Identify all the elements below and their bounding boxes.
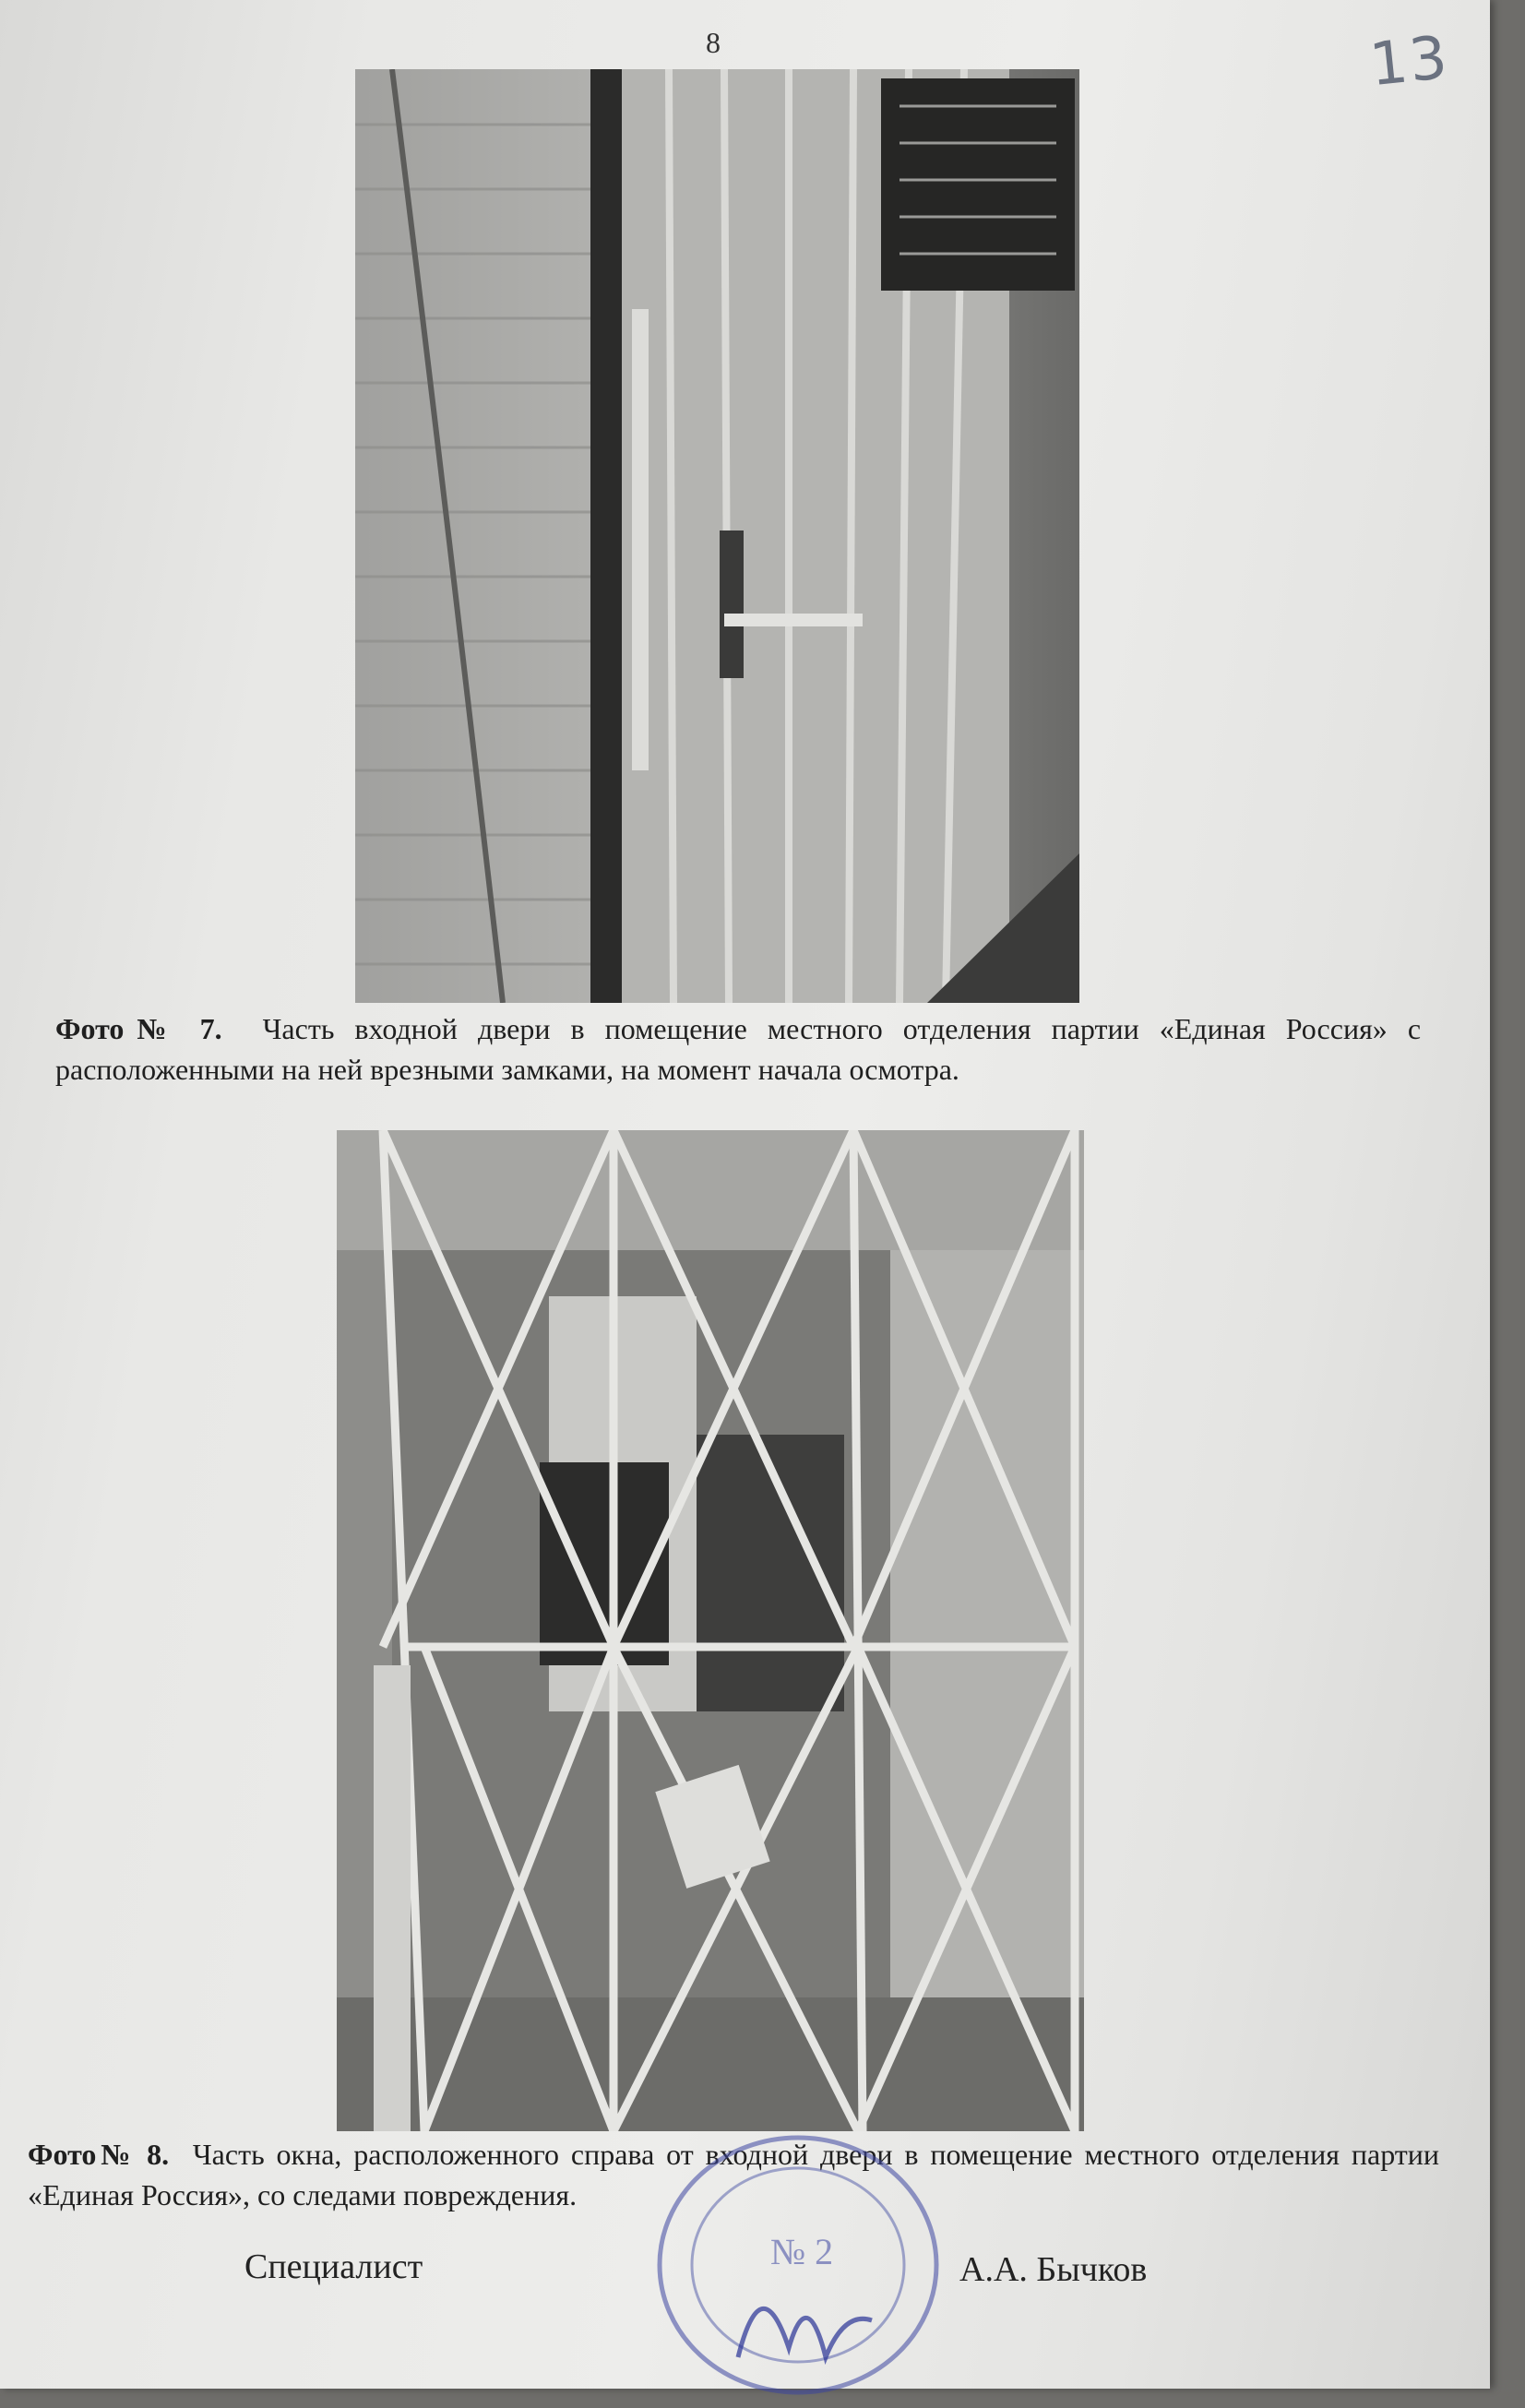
photo-8-caption-text: Часть окна, расположенного справа от входной двери в помещение местного отделения партии «Единая Россия», со следами повреждения. [28,2138,1440,2211]
signature-name: А.А. Бычков [959,2250,1148,2289]
photo-7-label: Фото№ 7. [55,1012,222,1045]
stamp-number: № 2 [770,2231,834,2272]
handwritten-page-mark: 13 [1366,23,1453,101]
official-stamp [650,2127,946,2403]
photo-7-door [355,69,1079,1003]
photo-8-label: Фото№ 8. [28,2138,170,2171]
photo-7-caption [55,1008,1421,1090]
photo-7-caption-text: Часть входной двери в помещение местного отделения партии «Единая Россия» с расположенными на ней врезными замками, на момент начала осмотра. [55,1012,1422,1086]
photo-8-window [337,1130,1084,2131]
signature-role: Специалист [244,2247,423,2286]
page-number: 8 [706,26,721,59]
